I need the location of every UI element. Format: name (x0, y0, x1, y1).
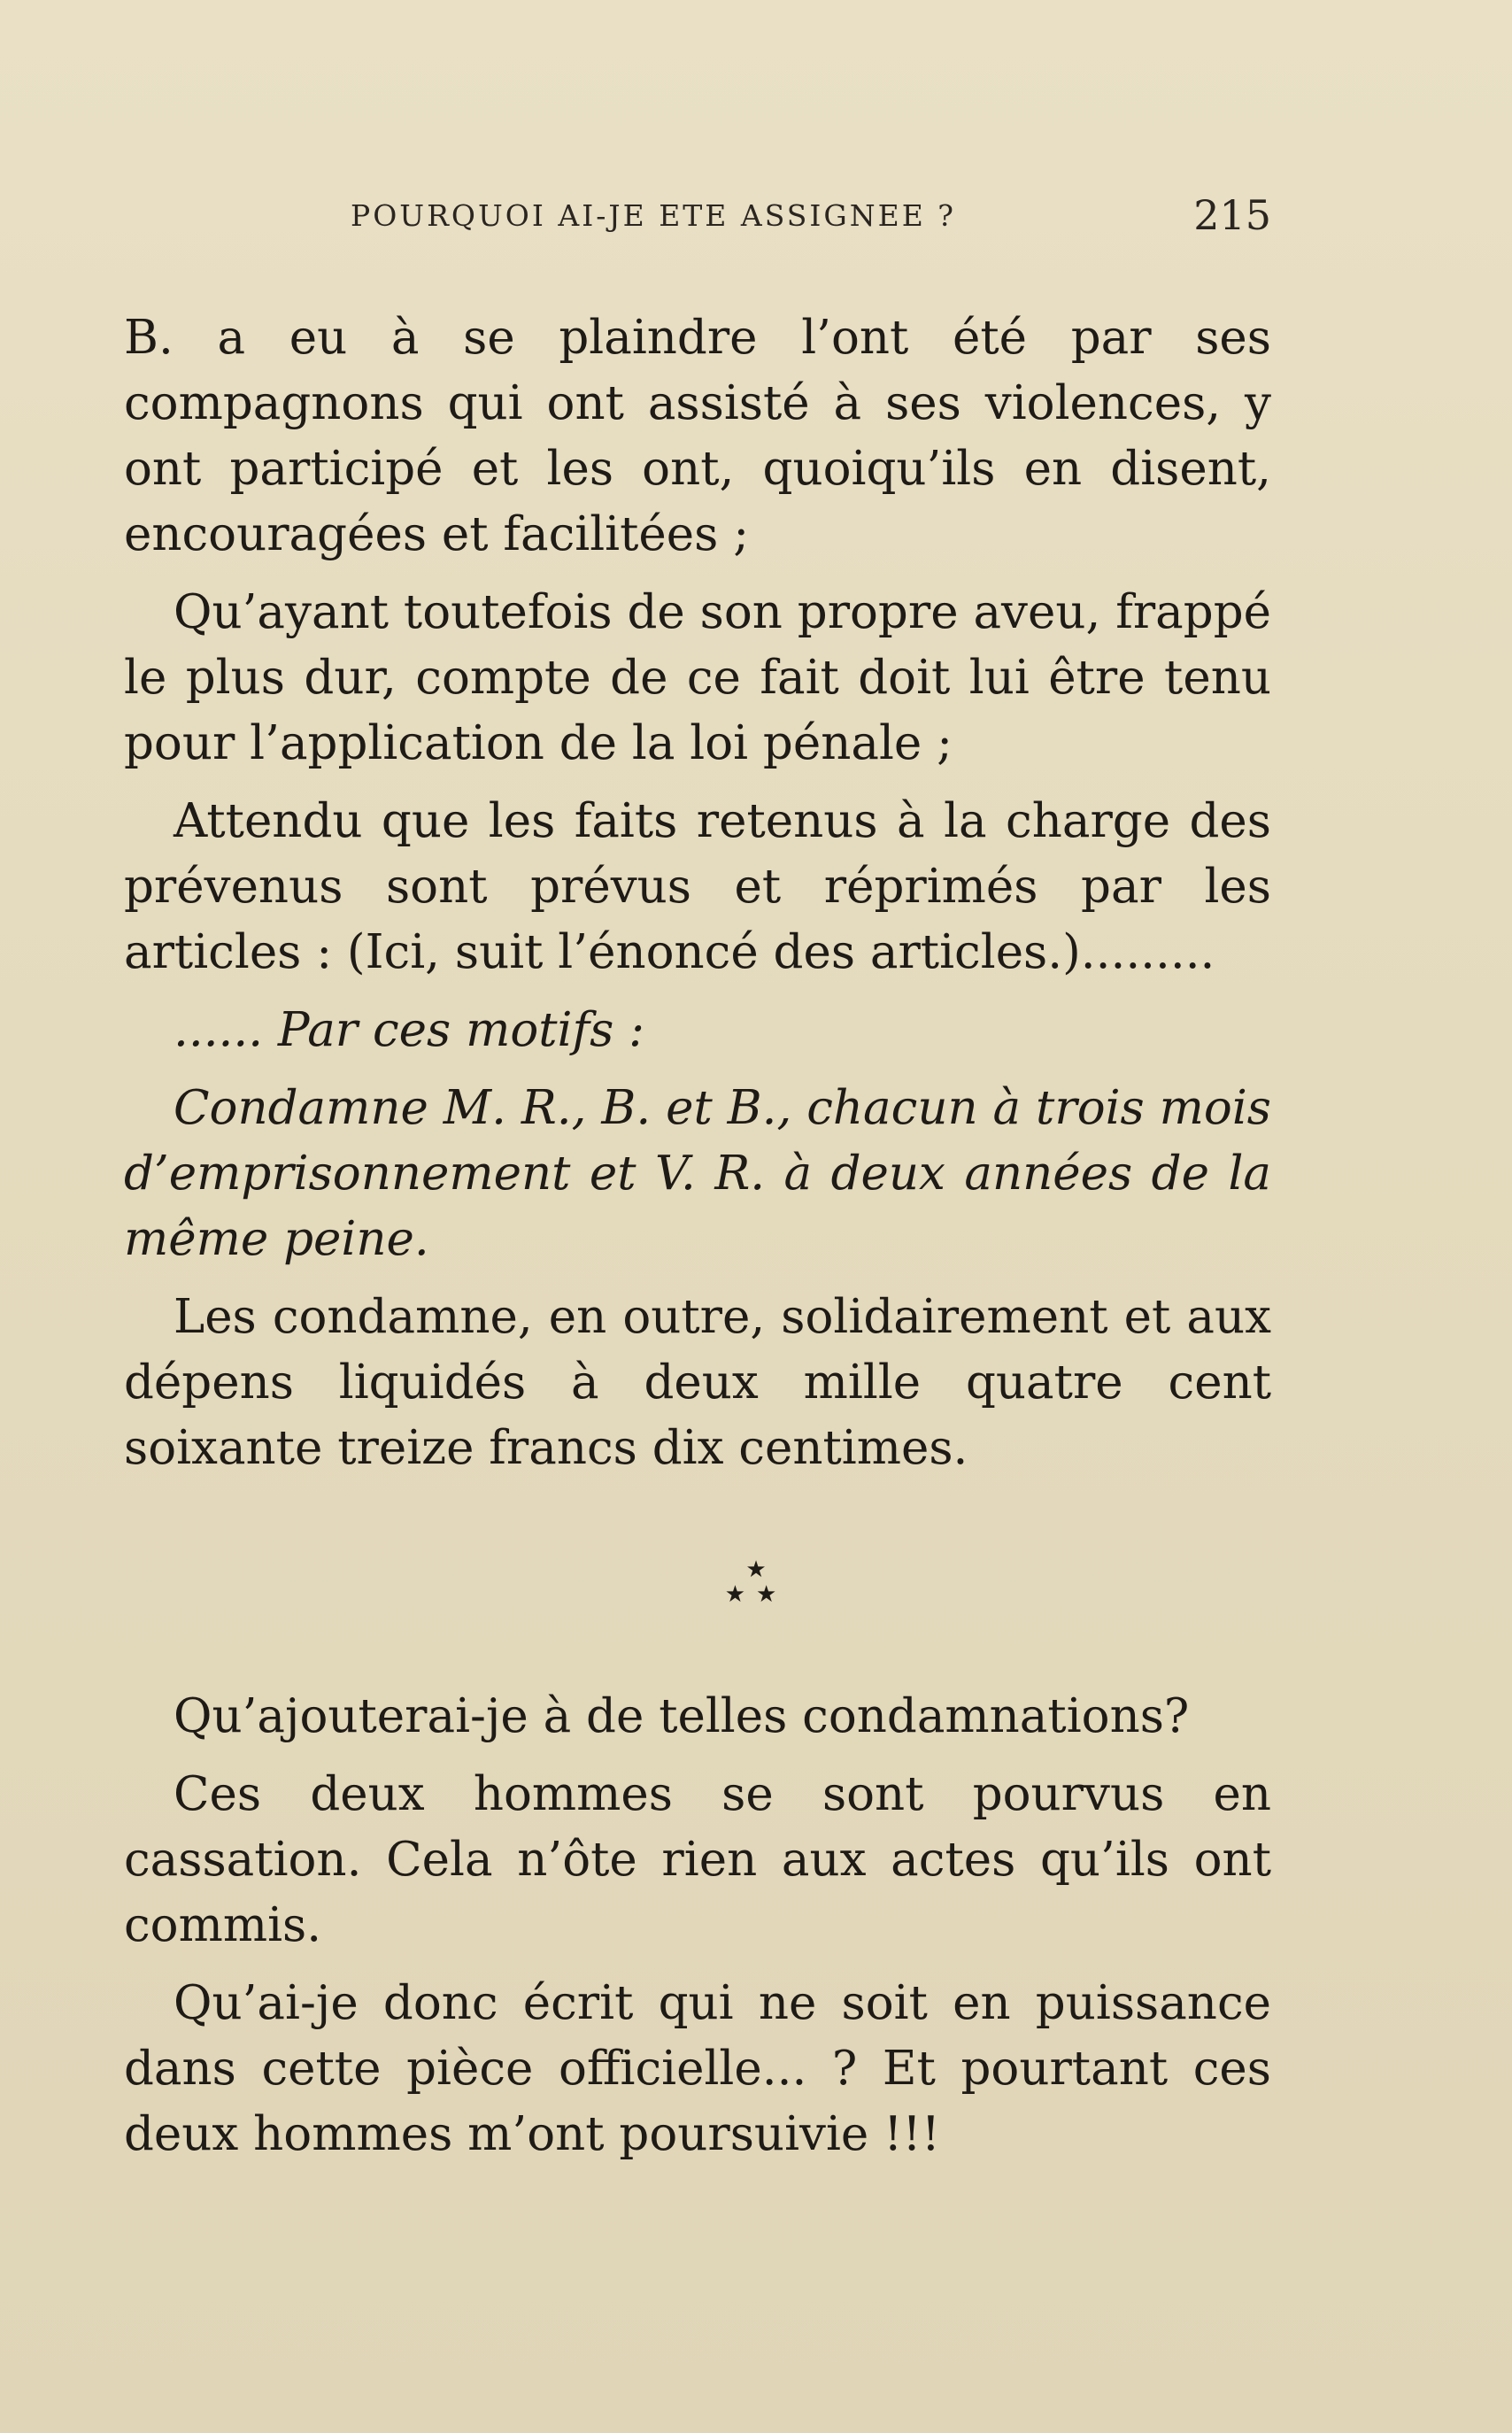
star-icon: ★★ (724, 1581, 788, 1608)
page-number: 215 (1193, 191, 1271, 239)
paragraph: Qu’ayant toutefois de son propre aveu, frappé le plus dur, compte de ce fait doit lui être tenu pour l’application de la loi pénale ; (124, 585, 1271, 770)
paragraph-condamne: Condamne M. R., B. et B., chacun à trois mois d’emprisonnement et V. R. à deux années de la même peine. (124, 1081, 1271, 1266)
paragraph: Ces deux hommes se sont pourvus en cassation. Cela n’ôte rien aux actes qu’ils ont commis. (124, 1767, 1271, 1952)
paragraph: Qu’ai-je donc écrit qui ne soit en puissance dans cette pièce officielle... ? Et pourtant ces deux hommes m’ont poursuivie !!! (124, 1976, 1271, 2161)
page-header (351, 182, 1271, 244)
paragraph: B. a eu à se plaindre l’ont été par ses compagnons qui ont assisté à ses violences, y ont participé et les ont, quoiqu’ils en disent, encouragées et facilitées ; (124, 311, 1271, 561)
paragraph: Qu’ajouterai-je à de telles condamnations? (174, 1689, 1190, 1743)
running-title: POURQUOI AI-JE ETE ASSIGNEE ? (351, 198, 956, 233)
section-separator (0, 1558, 1512, 1606)
paragraph: Les condamne, en outre, solidairement et aux dépens liquidés à deux mille quatre cent soixante treize francs dix centimes. (124, 1290, 1271, 1475)
paragraph-motifs: ...... Par ces motifs : (174, 1003, 645, 1057)
judgment-text (124, 305, 1271, 1494)
closing-text (124, 1684, 1271, 2180)
paragraph: Attendu que les faits retenus à la charge des prévenus sont prévus et réprimés par les articles : (Ici, suit l’énoncé des articles.)......... (124, 794, 1271, 979)
star-icon: ★ (745, 1556, 767, 1583)
